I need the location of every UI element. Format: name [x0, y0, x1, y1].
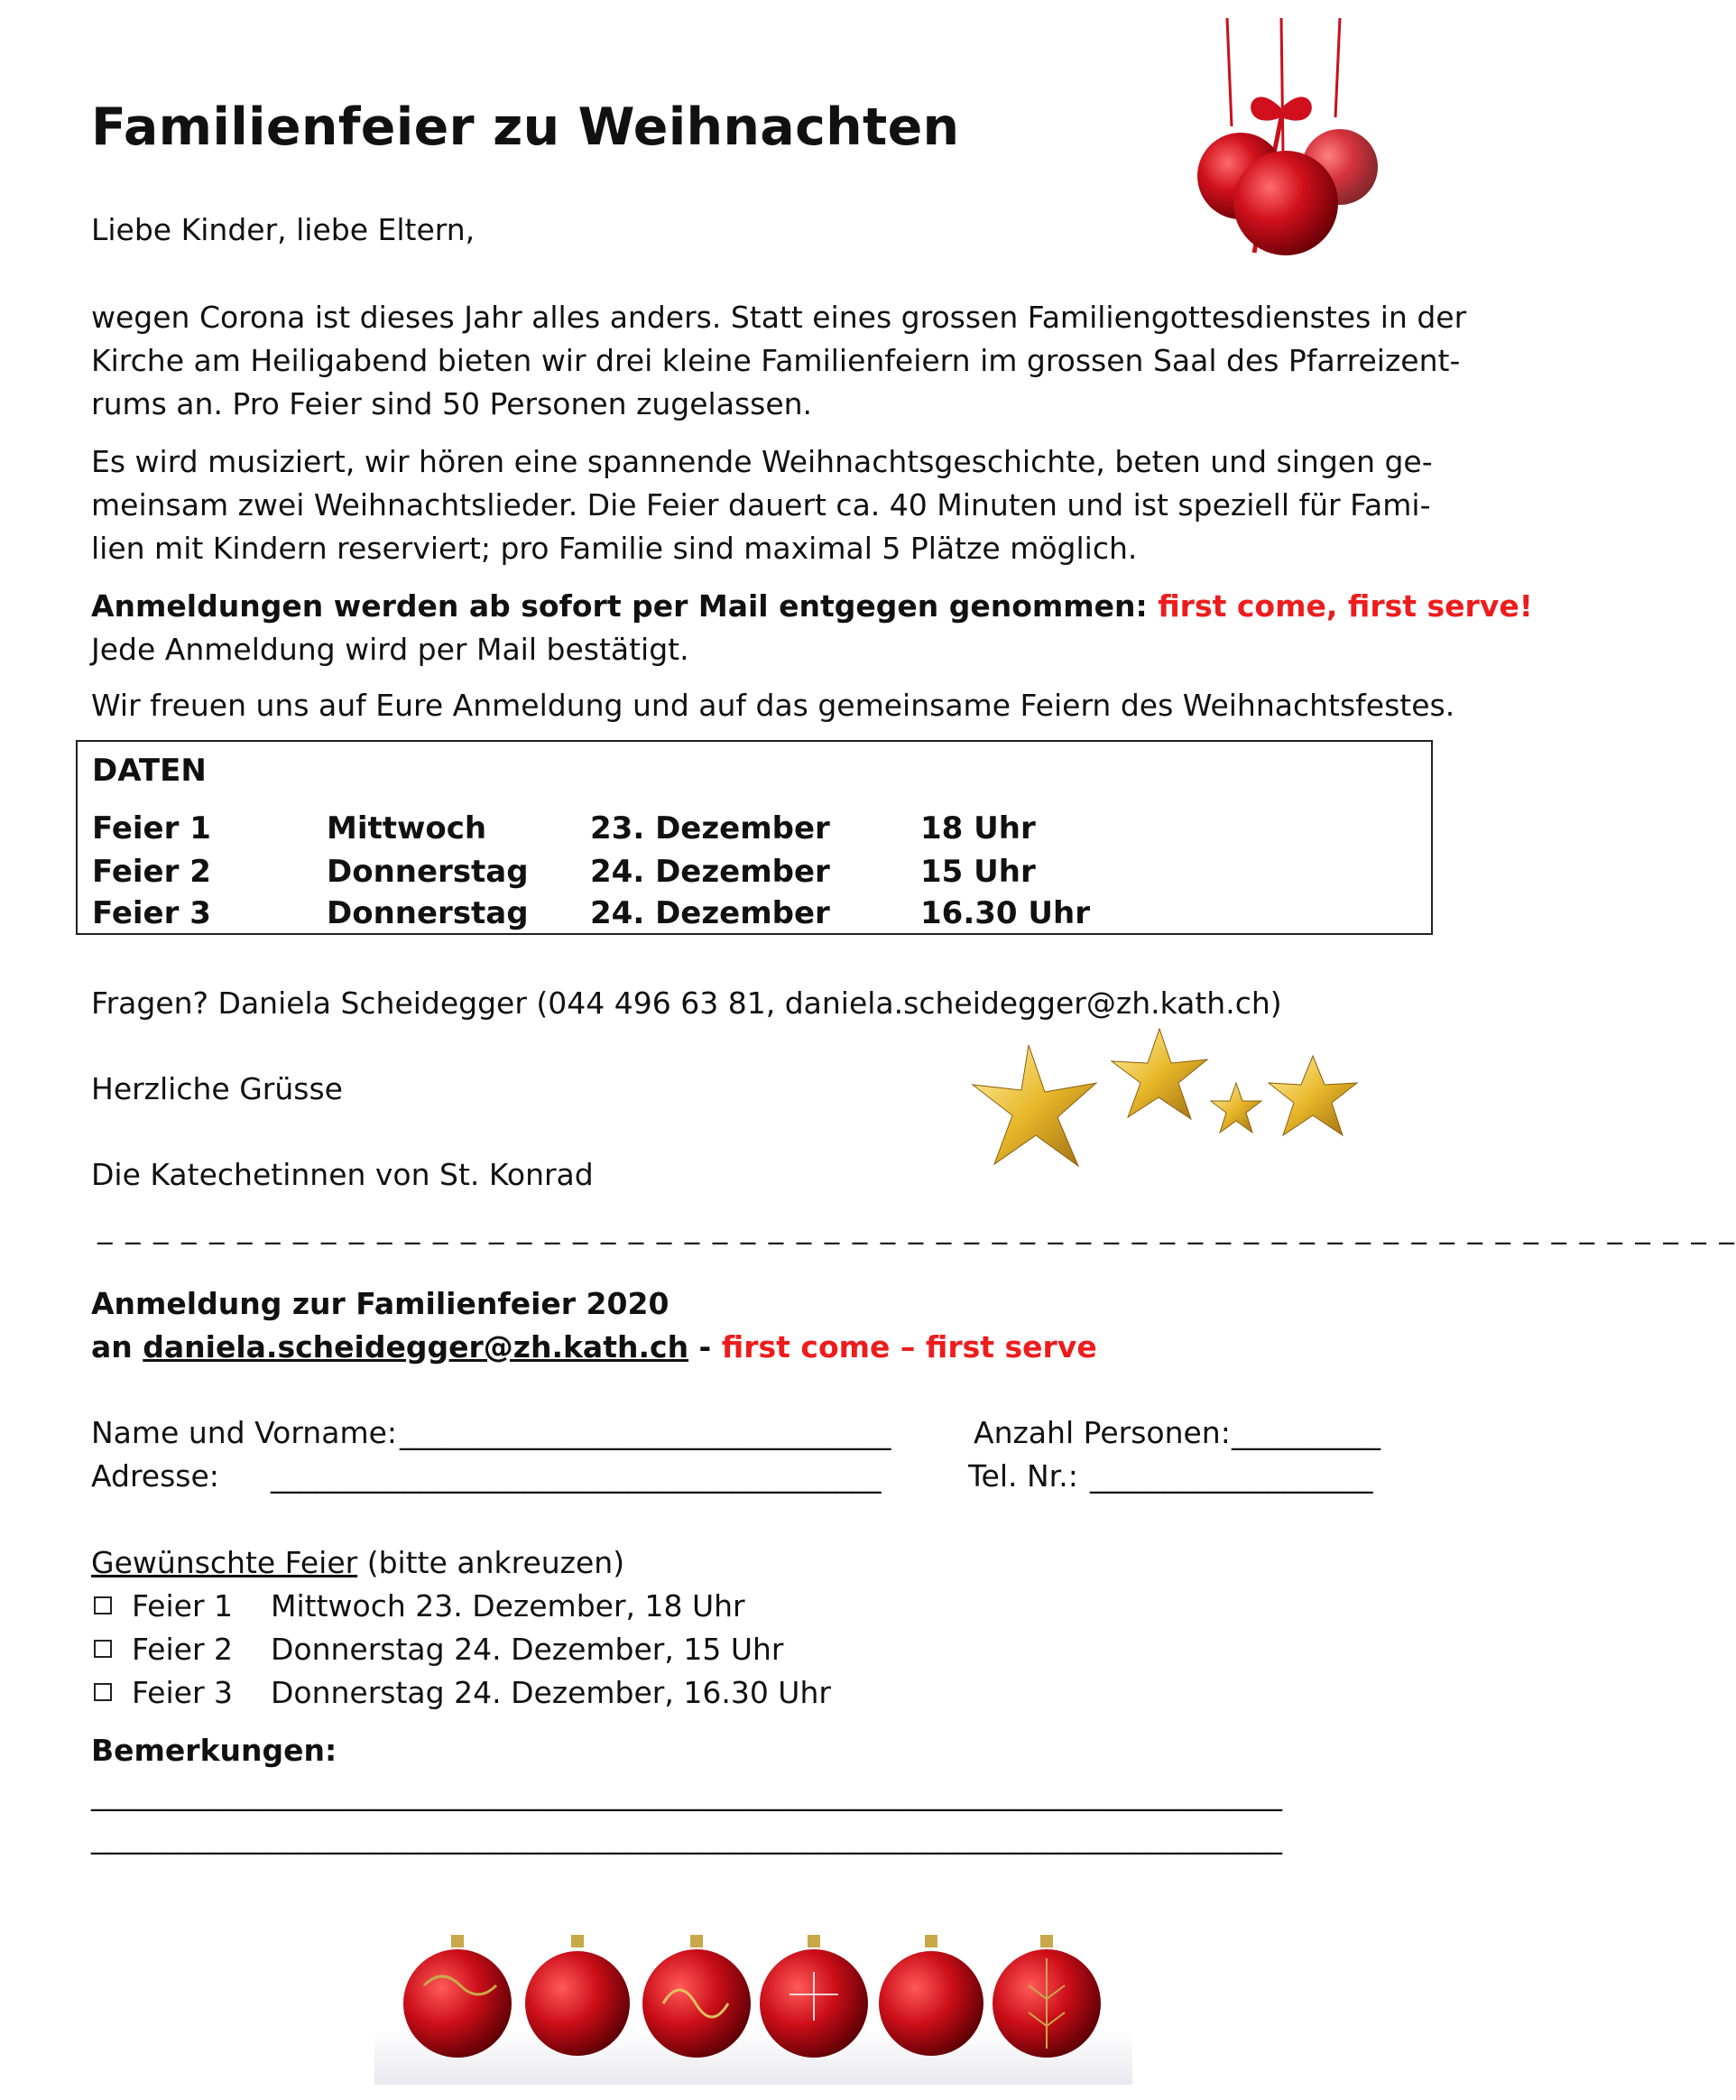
confirmation-line: Jede Anmeldung wird per Mail bestätigt.: [91, 632, 689, 667]
text-line: lien mit Kindern reserviert; pro Familie sind maximal 5 Plätze möglich.: [91, 531, 1138, 566]
option-description: Donnerstag 24. Dezember, 15 Uhr: [271, 1632, 784, 1667]
contact-line: Fragen? Daniela Scheidegger (044 496 63 81, daniela.scheidegger@zh.kath.ch): [91, 985, 1282, 1021]
address-field[interactable]: _________________________________________: [271, 1458, 882, 1494]
form-email-prefix: an: [91, 1329, 143, 1365]
first-come-label: first come – first serve: [721, 1329, 1097, 1365]
option-description: Donnerstag 24. Dezember, 16.30 Uhr: [271, 1675, 831, 1710]
cut-line: _ _ _ _ _ _ _ _ _ _ _ _ _ _ _ _ _ _ _ _ _ _ _ _ _ _ _ _ _ _ _ _ _ _ _ _ _ _ _ _ _ _ _ _ _ _ _ _ _ _ _ _ _ _ _ _ _ _ _: [97, 1209, 1736, 1244]
checkbox[interactable]: [94, 1596, 112, 1614]
date-row-time: 16.30 Uhr: [920, 895, 1090, 931]
text-line: Kirche am Heiligabend bieten wir drei kleine Familienfeiern im grossen Saal des Pfarreizent-: [91, 343, 1461, 378]
dates-heading: DATEN: [92, 753, 207, 789]
name-field[interactable]: _________________________________: [400, 1415, 891, 1450]
date-row-date: 23. Dezember: [590, 810, 830, 846]
text-line: meinsam zwei Weihnachtslieder. Die Feier dauert ca. 40 Minuten und ist speziell für Fami-: [91, 487, 1431, 523]
choice-option[interactable]: [94, 1588, 233, 1624]
choice-heading-note: (bitte ankreuzen): [357, 1545, 625, 1580]
dates-box: [76, 740, 1433, 935]
persons-label: Anzahl Personen:: [974, 1415, 1231, 1450]
checkbox[interactable]: [94, 1683, 112, 1701]
choice-option[interactable]: [94, 1632, 233, 1667]
text-line: Es wird musiziert, wir hören eine spannende Weihnachtsgeschichte, beten und singen ge-: [91, 444, 1433, 479]
date-row-name: Feier 2: [92, 854, 211, 890]
choice-heading-underlined: Gewünschte Feier: [91, 1545, 358, 1580]
greeting: Liebe Kinder, liebe Eltern,: [91, 212, 476, 247]
persons-field[interactable]: __________: [1232, 1415, 1380, 1450]
date-row-day: Mittwoch: [327, 810, 487, 846]
ornament-row-image: [374, 1922, 1132, 2085]
gold-stars-image: [965, 1029, 1371, 1191]
date-row-time: 18 Uhr: [920, 810, 1036, 846]
tel-label: Tel. Nr.:: [968, 1458, 1078, 1494]
option-name: Feier 3: [132, 1675, 234, 1710]
intro-paragraph: [91, 296, 1467, 426]
form-heading: Anmeldung zur Familienfeier 2020: [91, 1286, 669, 1321]
date-row-time: 15 Uhr: [920, 854, 1036, 890]
option-name: Feier 1: [132, 1588, 234, 1624]
date-row-day: Donnerstag: [327, 895, 529, 931]
form-email-line: [91, 1329, 1097, 1365]
first-come-notice: first come, first serve!: [1158, 588, 1533, 624]
remarks-line[interactable]: ________________________________________________________________________________: [91, 1776, 1282, 1811]
closing-greeting: Herzliche Grüsse: [91, 1071, 343, 1106]
address-label: Adresse:: [91, 1458, 219, 1494]
date-row-date: 24. Dezember: [590, 895, 830, 931]
date-row-name: Feier 1: [92, 810, 211, 846]
page-title: Familienfeier zu Weihnachten: [91, 97, 960, 157]
tel-field[interactable]: ___________________: [1090, 1458, 1373, 1494]
form-email-separator: -: [688, 1329, 722, 1365]
registration-email-link[interactable]: daniela.scheidegger@zh.kath.ch: [143, 1329, 689, 1365]
registration-notice: [91, 585, 1533, 671]
christmas-ornaments-image: [1155, 18, 1417, 271]
checkbox[interactable]: [94, 1640, 112, 1658]
option-description: Mittwoch 23. Dezember, 18 Uhr: [271, 1588, 745, 1624]
text-line: wegen Corona ist dieses Jahr alles anders. Statt eines grossen Familiengottesdienstes in der: [91, 300, 1467, 335]
choice-heading: [91, 1545, 624, 1580]
remarks-line[interactable]: ________________________________________________________________________________: [91, 1819, 1282, 1855]
signature: Die Katechetinnen von St. Konrad: [91, 1157, 594, 1192]
choice-option[interactable]: [94, 1675, 233, 1710]
program-paragraph: [91, 440, 1433, 570]
date-row-name: Feier 3: [92, 895, 211, 931]
option-name: Feier 2: [132, 1632, 234, 1667]
date-row-date: 24. Dezember: [590, 854, 830, 890]
name-label: Name und Vorname:: [91, 1415, 398, 1450]
remarks-label: Bemerkungen:: [91, 1733, 337, 1768]
date-row-day: Donnerstag: [327, 854, 529, 890]
registration-notice-bold: Anmeldungen werden ab sofort per Mail entgegen genommen:: [91, 588, 1159, 624]
closing-paragraph: Wir freuen uns auf Eure Anmeldung und auf das gemeinsame Feiern des Weihnachtsfestes.: [91, 688, 1455, 723]
text-line: rums an. Pro Feier sind 50 Personen zugelassen.: [91, 386, 813, 421]
